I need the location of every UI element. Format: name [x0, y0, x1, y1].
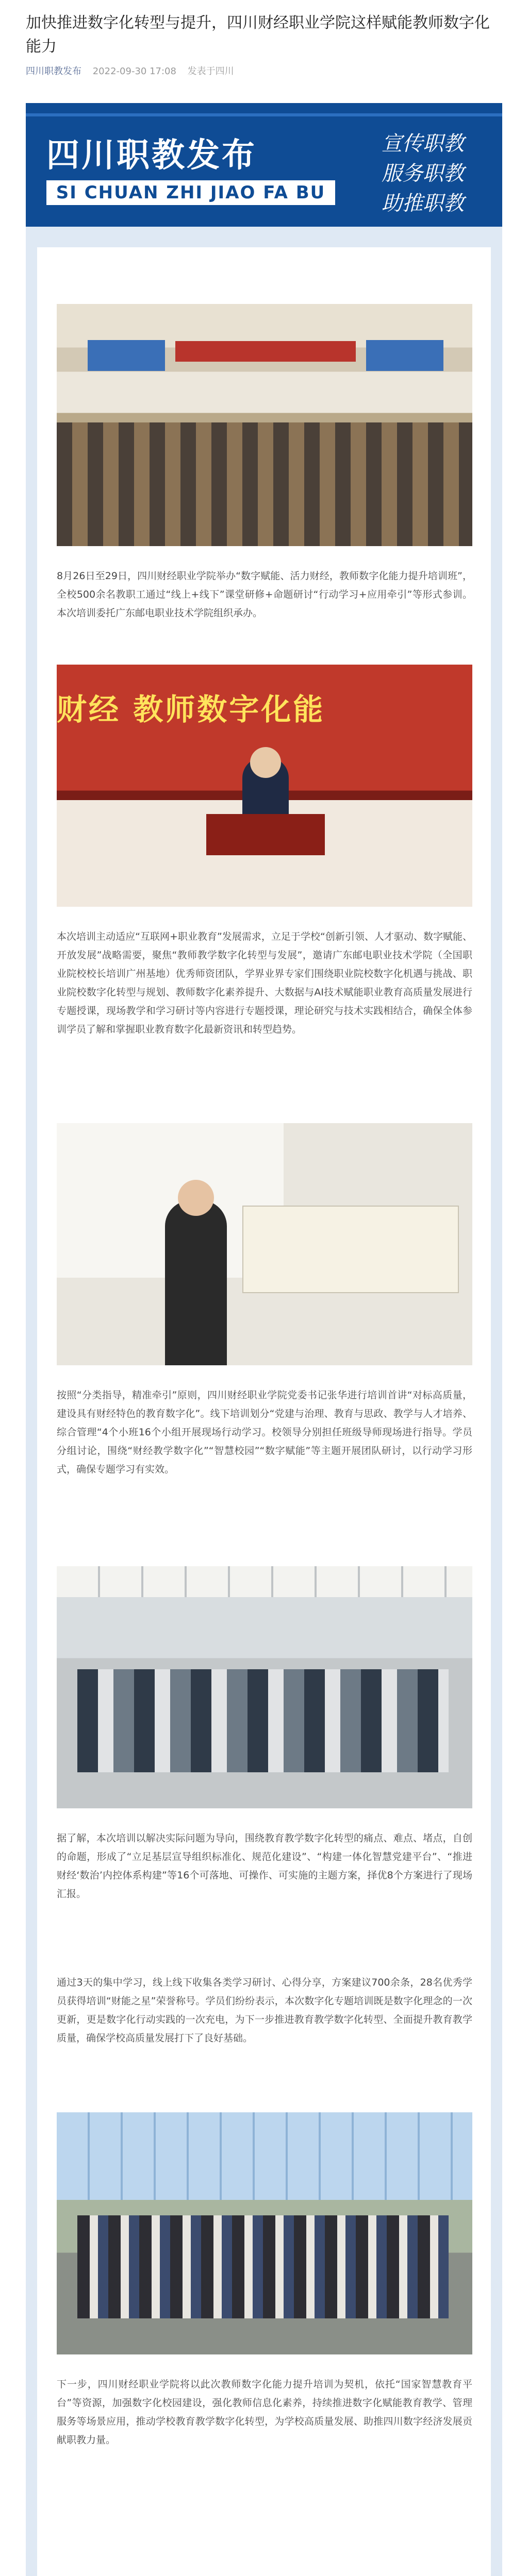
photo-teacher-whiteboard	[57, 1123, 472, 1365]
teacher-figure	[165, 1200, 227, 1365]
photo-lecture-hall	[57, 304, 472, 546]
hall-banner	[175, 341, 356, 362]
projector-screen	[366, 340, 443, 371]
paragraph: 8月26日至29日，四川财经职业学院举办“数字赋能、活力财经，教师数字化能力提升培训班”，全校500余名教职工通过“线上+线下”课堂研修+命题研讨“行动学习+应用牵引”等形式参训。本次培训委托广东邮电职业技术学院组织承办。	[57, 570, 472, 619]
banner-slogan	[382, 129, 495, 218]
article-title: 加快推进数字化转型与提升，四川财经职业学院这样赋能教师数字化能力	[26, 14, 490, 56]
banner-name-en: SI CHUAN ZHI JIAO FA BU	[46, 180, 335, 205]
podium	[206, 814, 325, 855]
ceiling-lights	[57, 1566, 472, 1597]
paragraph: 按照“分类指导，精准牵引”原则，四川财经职业学院党委书记张华进行培训首讲“对标高质量，建设具有财经特色的教育数字化”。线下培训划分“党建与治理、教育与思政、教学与人才培养、综合管理“4个小班16个小组开展现场行动学习。校领导分别担任班级导师现场进行指导。学员分组讨论，围绕“财经教学数字化”“智慧校园”“数字赋能”等主题开展团队研讨，以行动学习形式，确保专题学习有实效。	[57, 1389, 472, 1475]
participants	[77, 1669, 449, 1772]
building	[57, 2112, 472, 2200]
content-card-inner	[37, 247, 491, 2576]
paragraph: 据了解，本次培训以解决实际问题为导向，围绕教育教学数字化转型的痛点、难点、堵点，自创的命题，形成了“立足基层宣导组织标准化、规范化建设”、“构建一体化智慧党建平台”、“推进财经‘数治’内控体系构建”等16个可落地、可操作、可实施的主题方案，择优8个方案进行了现场汇报。	[57, 1833, 472, 1900]
photo-group	[57, 2112, 472, 2354]
slogan-line: 助推职教	[382, 192, 464, 215]
group-people	[77, 2215, 449, 2318]
content-card	[26, 227, 502, 2576]
header-banner	[26, 103, 502, 242]
meta-source[interactable]: 四川职教发布	[26, 66, 81, 77]
meta-date: 2022-09-30 17:08	[92, 66, 176, 77]
banner-stripe	[26, 113, 502, 116]
audience	[57, 422, 472, 546]
projector-screen	[88, 340, 165, 371]
paragraph: 本次培训主动适应“互联网+职业教育”发展需求，立足于学校“创新引领、人才驱动、数字赋能、开放发展”战略需要，聚焦“教师教学数字化转型与发展”，邀请广东邮电职业技术学院（全国职业院校校长培训广州基地）优秀师资团队，学界业界专家们围绕职业院校数字化机遇与挑战、职业院校数字化转型与规划、教师数字化素养提升、大数据与AI技术赋能职业教育高质量发展进行专题授课，现场教学和学习研讨等内容进行专题授课，理论研究与技术实践相结合，确保全体参训学员了解和掌握职业教育数字化最新资讯和转型趋势。	[57, 931, 472, 1035]
flip-chart	[242, 1206, 459, 1293]
meta-location: 发表于四川	[187, 66, 234, 77]
article-meta	[26, 64, 242, 77]
teacher-head	[178, 1180, 214, 1216]
slogan-line: 宣传职教	[382, 132, 464, 156]
speaker-head	[250, 747, 281, 778]
banner-logo	[46, 135, 335, 212]
photo-discussion-room	[57, 1566, 472, 1808]
stage-banner-text: 财经 教师数字化能	[57, 692, 325, 727]
paragraph: 下一步，四川财经职业学院将以此次教师数字化能力提升培训为契机，依托“国家智慧教育平台”等资源，加强数字化校园建设，强化教师信息化素养，持续推进数字化赋能教育教学、管理服务等场景应用，推动学校教育教学数字化转型，为学校高质量发展、助推四川数字经济发展贡献职教力量。	[57, 2379, 472, 2446]
slogan-line: 服务职教	[382, 162, 464, 185]
paragraph: 通过3天的集中学习，线上线下收集各类学习研讨、心得分享，方案建议700余条，28名优秀学员获得培训“财能之星”荣誉称号。学员们纷纷表示，本次数字化专题培训既是数字化理念的一次更新，更是数字化行动实践的一次充电，为下一步推进教育教学数字化转型、全面提升教育教学质量，确保学校高质量发展打下了良好基础。	[57, 1977, 472, 2044]
banner-name-cn: 四川职教发布	[46, 137, 257, 175]
photo-speaker-stage	[57, 665, 472, 907]
